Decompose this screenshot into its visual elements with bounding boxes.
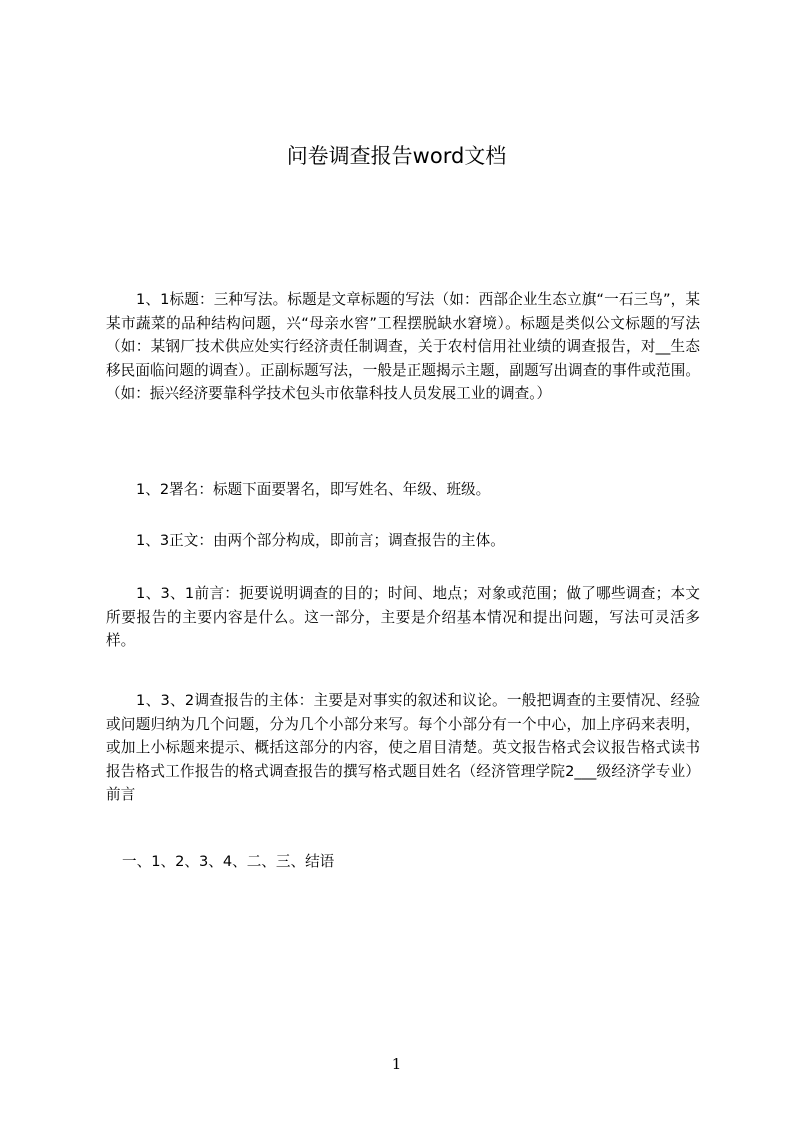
paragraph-signature-section: 1、2署名：标题下面要署名，即写姓名、年级、班级。 [136, 481, 491, 498]
paragraph-main-body-section: 1、3、2调查报告的主体：主要是对事实的叙述和议论。一般把调查的主要情况、经验或问题归纳为几个问题，分为几个小部分来写。每个小部分有一个中心，加上序码来表明，或加上小标题来提示、概括这部分的内容，使之眉目清楚。英文报告格式会议报告格式读书报告格式工作报告的格式调查报告的撰写格式题目姓名（经济管理学院2___级经济学专业）前言 [106, 692, 700, 803]
paragraph-preface-section: 1、3、1前言：扼要说明调查的目的；时间、地点；对象或范围；做了哪些调查；本文所要报告的主要内容是什么。这一部分，主要是介绍基本情况和提出问题，写法可灵活多样。 [106, 585, 700, 649]
document-title: 问卷调查报告word文档 [286, 144, 507, 168]
paragraph-title-section: 1、1标题：三种写法。标题是文章标题的写法（如：西部企业生态立旗“一石三鸟”，某某市蔬菜的品种结构问题，兴“母亲水窖”工程摆脱缺水窘境）。标题是类似公文标题的写法（如：某钢厂技术供应处实行经济责任制调查，关于农村信用社业绩的调查报告，对__生态移民面临问题的调查）。正副标题写法，一般是正题揭示主题，副题写出调查的事件或范围。（如：振兴经济要靠科学技术包头市依靠科技人员发展工业的调查。） [106, 291, 700, 402]
page-number: 1 [391, 1055, 402, 1073]
paragraph-outline: 一、1、2、3、4、二、三、结语 [122, 853, 335, 870]
paragraph-body-section: 1、3正文：由两个部分构成，即前言；调查报告的主体。 [136, 532, 505, 549]
